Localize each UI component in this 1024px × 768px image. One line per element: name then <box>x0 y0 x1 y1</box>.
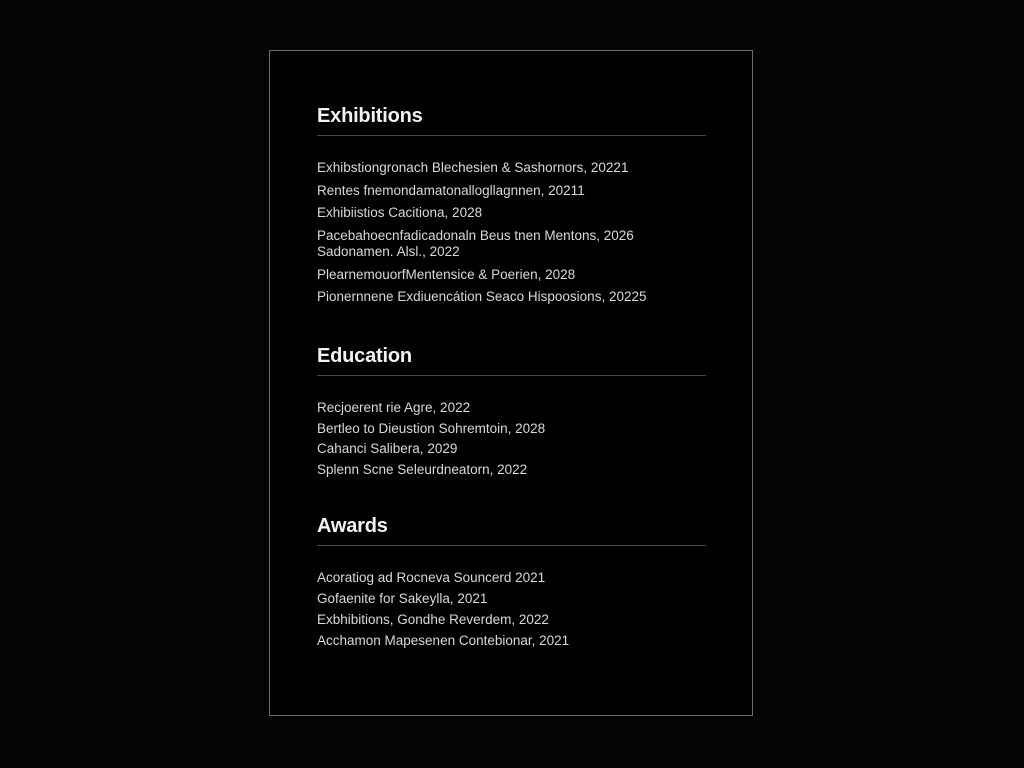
list-item: Recjoerent rie Agre, 2022 <box>317 400 471 415</box>
list-item: PlearnemouorfMentensice & Poerien, 2028 <box>317 266 576 282</box>
awards-divider <box>317 545 706 546</box>
list-item: Pacebahoecnfadicadonaln Beus tnen Mentons, 2026 Sadonamen. Alsl., 2022 <box>317 227 634 259</box>
list-item: Exbhibitions, Gondhe Reverdem, 2022 <box>317 612 549 627</box>
education-list <box>317 400 706 478</box>
resume-card <box>269 50 753 716</box>
list-item: Exhibstiongronach Blechesien & Sashornors, 20221 <box>317 160 629 175</box>
list-item: Gofaenite for Sakeylla, 2021 <box>317 591 488 606</box>
education-divider <box>317 375 706 376</box>
list-item: Exhibiistios Cacitiona, 2028 <box>317 205 483 220</box>
list-item: Cahanci Salibera, 2029 <box>317 441 458 456</box>
exhibitions-section <box>317 101 706 312</box>
exhibitions-list <box>317 160 706 306</box>
list-item: Rentes fnemondamatonallogllagnnen, 20211 <box>317 182 585 198</box>
awards-heading: Awards <box>317 515 388 537</box>
list-item: Acchamon Mapesenen Contebionar, 2021 <box>317 633 570 648</box>
education-section <box>317 341 706 482</box>
exhibitions-divider <box>317 135 706 136</box>
awards-section <box>317 511 706 654</box>
awards-list <box>317 570 706 650</box>
education-heading: Education <box>317 345 412 367</box>
list-item: Bertleo to Dieustion Sohremtoin, 2028 <box>317 420 546 436</box>
list-item: Pionernnene Exdiuencátion Seaco Hispoosions, 20225 <box>317 289 647 304</box>
list-item: Splenn Scne Seleurdneatorn, 2022 <box>317 461 528 477</box>
exhibitions-heading: Exhibitions <box>317 105 423 127</box>
list-item: Acoratiog ad Rocneva Souncerd 2021 <box>317 570 546 585</box>
